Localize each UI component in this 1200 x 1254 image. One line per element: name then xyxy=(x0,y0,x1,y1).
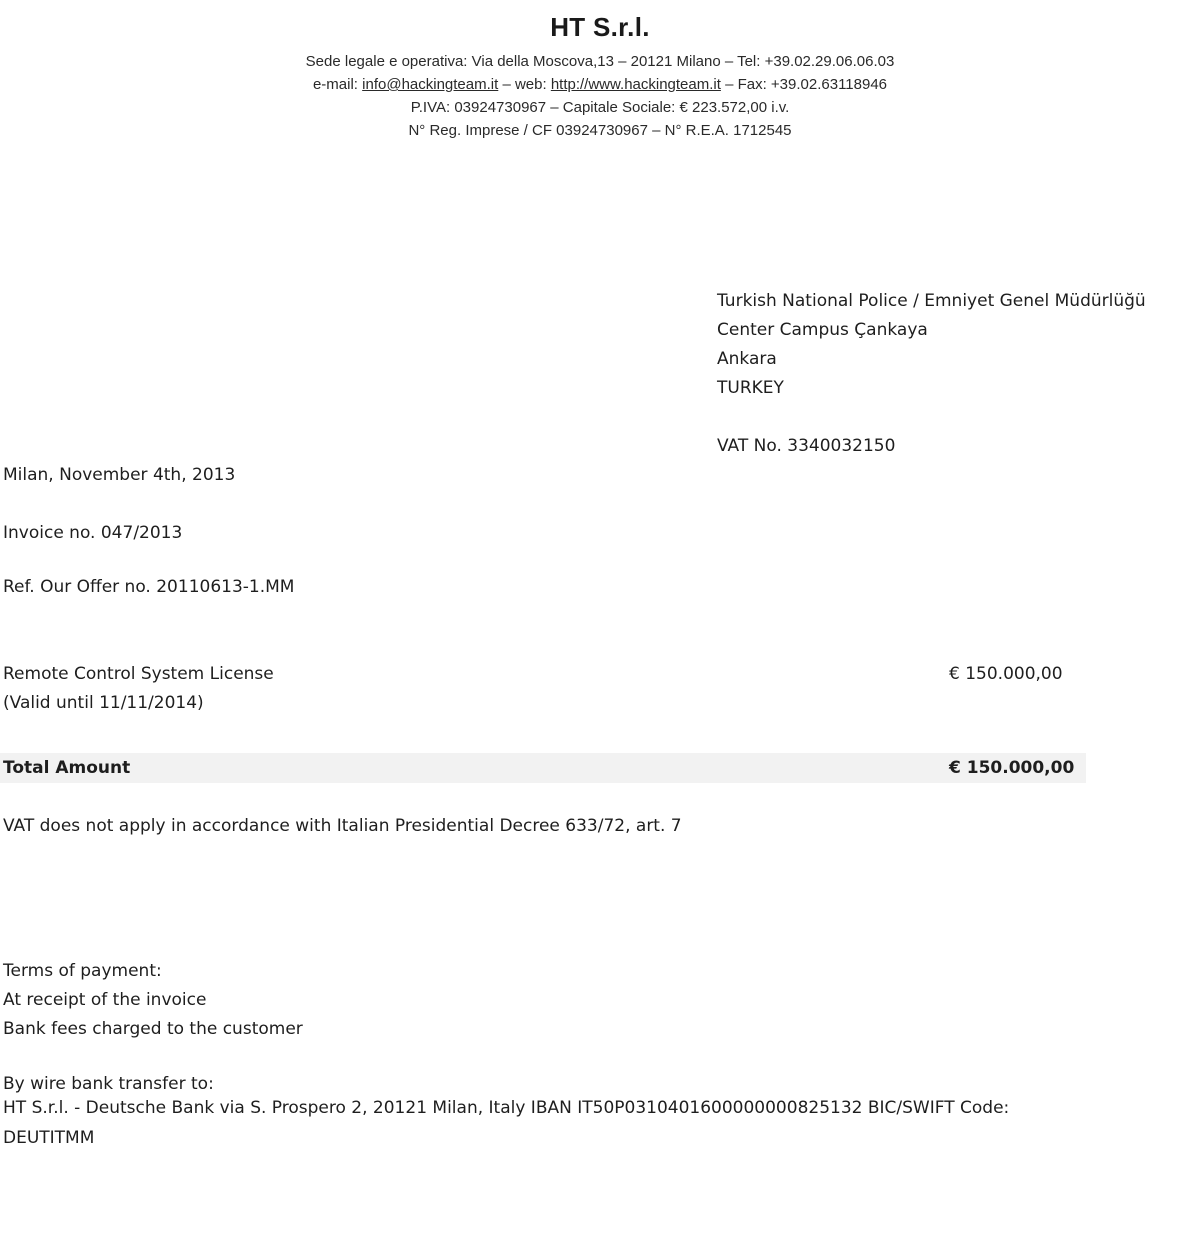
offer-reference: Ref. Our Offer no. 20110613-1.MM xyxy=(3,577,295,597)
wire-transfer-swift: DEUTITMM xyxy=(3,1128,95,1148)
company-address: Sede legale e operativa: Via della Moscova,13 – 20121 Milano – Tel: +39.02.29.06.06.03 xyxy=(305,53,895,70)
invoice-date: Milan, November 4th, 2013 xyxy=(3,465,236,485)
recipient-street: Center Campus Çankaya xyxy=(717,320,928,340)
vat-exemption-note: VAT does not apply in accordance with Italian Presidential Decree 633/72, art. 7 xyxy=(3,816,682,836)
company-registration: N° Reg. Imprese / CF 03924730967 – N° R.E.A. 1712545 xyxy=(408,122,792,139)
line-item-validity: (Valid until 11/11/2014) xyxy=(3,693,204,713)
website-link[interactable]: http://www.hackingteam.it xyxy=(550,76,721,93)
total-row-background xyxy=(0,753,1086,783)
line-item-description: Remote Control System License xyxy=(3,664,274,684)
recipient-city: Ankara xyxy=(717,349,777,369)
wire-transfer-title: By wire bank transfer to: xyxy=(3,1074,214,1094)
fax-number: – Fax: +39.02.63118946 xyxy=(720,76,888,93)
total-label: Total Amount xyxy=(3,758,131,778)
wire-transfer-bank-details: HT S.r.l. - Deutsche Bank via S. Prospero 2, 20121 Milan, Italy IBAN IT50P0310401600000000825132 BIC/SWIFT Code: xyxy=(3,1098,1010,1118)
recipient-vat: VAT No. 3340032150 xyxy=(717,436,896,456)
company-contacts xyxy=(0,73,1200,96)
recipient-country: TURKEY xyxy=(717,378,784,398)
payment-terms-due: At receipt of the invoice xyxy=(3,990,207,1010)
line-item-amount: € 150.000,00 xyxy=(949,664,1063,684)
email-label: e-mail: xyxy=(312,76,363,93)
company-name: HT S.r.l. xyxy=(550,12,650,42)
total-amount: € 150.000,00 xyxy=(949,758,1075,778)
recipient-address xyxy=(717,287,1146,403)
payment-terms-title: Terms of payment: xyxy=(3,961,162,981)
email-link[interactable]: info@hackingteam.it xyxy=(362,76,499,93)
recipient-name: Turkish National Police / Emniyet Genel Müdürlüğü xyxy=(717,291,1146,311)
web-label: – web: xyxy=(498,76,551,93)
payment-terms xyxy=(3,957,303,1044)
payment-terms-fees: Bank fees charged to the customer xyxy=(3,1019,303,1039)
invoice-number: Invoice no. 047/2013 xyxy=(3,523,183,543)
company-vat-capital: P.IVA: 03924730967 – Capitale Sociale: € 223.572,00 i.v. xyxy=(410,99,790,116)
